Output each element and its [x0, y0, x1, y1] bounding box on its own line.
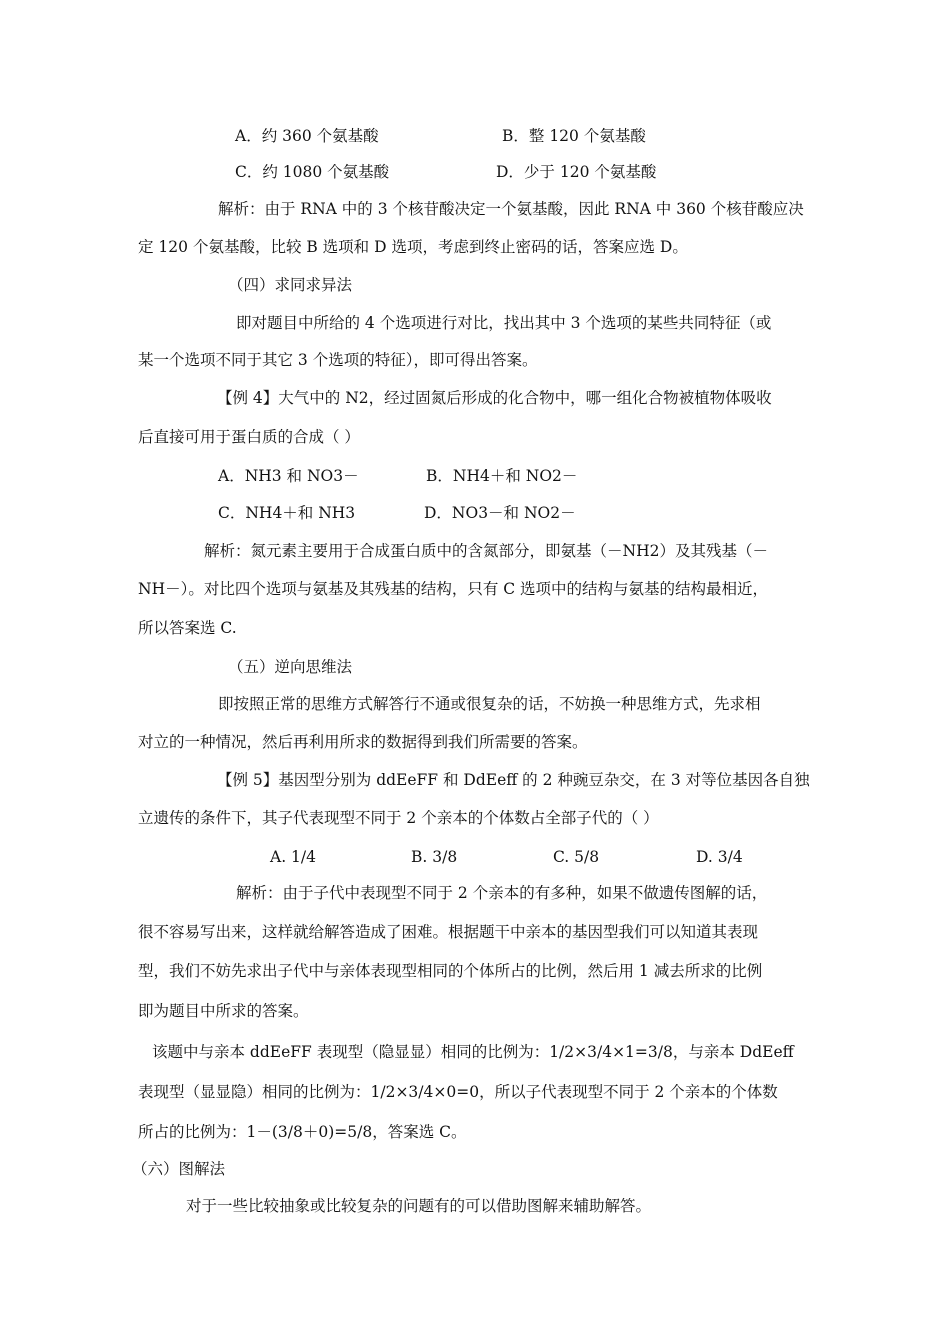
q3-option-c: C．约 1080 个氨基酸	[235, 163, 390, 181]
section-4-description-line-1: 即对题目中所给的 4 个选项进行对比，找出其中 3 个选项的某些共同特征（或	[236, 314, 772, 332]
example-5-option-a: A. 1/4	[270, 848, 316, 866]
example-5-option-b: B. 3/8	[411, 848, 458, 866]
example-4-analysis-line-3: 所以答案选 C.	[138, 619, 237, 637]
example-4-option-d: D．NO3－和 NO2－	[424, 504, 576, 522]
example-5-analysis-line-2: 很不容易写出来，这样就给解答造成了困难。根据题干中亲本的基因型我们可以知道其表现	[138, 923, 759, 941]
q3-option-a: A．约 360 个氨基酸	[235, 127, 379, 145]
example-4-option-c: C．NH4＋和 NH3	[218, 504, 356, 522]
section-5-description-line-2: 对立的一种情况，然后再利用所求的数据得到我们所需要的答案。	[138, 733, 588, 751]
example-4-option-a: A．NH3 和 NO3－	[218, 467, 359, 485]
example-5-option-d: D. 3/4	[696, 848, 743, 866]
example-5-calculation-line-1: 该题中与亲本 ddEeFF 表现型（隐显显）相同的比例为：1/2×3/4×1=3/8，与亲本 DdEeff	[152, 1043, 794, 1061]
example-5-calculation-line-3: 所占的比例为：1－(3/8＋0)=5/8，答案选 C。	[138, 1123, 467, 1141]
example-5-line-2: 立遗传的条件下，其子代表现型不同于 2 个亲本的个体数占全部子代的（ ）	[138, 809, 659, 827]
example-4-line-2: 后直接可用于蛋白质的合成（ ）	[138, 428, 360, 446]
section-6-heading: （六）图解法	[132, 1160, 226, 1178]
section-5-description-line-1: 即按照正常的思维方式解答行不通或很复杂的话，不妨换一种思维方式，先求相	[218, 695, 761, 713]
example-5-analysis-line-4: 即为题目中所求的答案。	[138, 1002, 309, 1020]
example-5-option-c: C. 5/8	[553, 848, 600, 866]
example-5-calculation-line-2: 表现型（显显隐）相同的比例为：1/2×3/4×0=0，所以子代表现型不同于 2 个亲本的个体数	[138, 1083, 778, 1101]
example-4-line-1: 【例 4】大气中的 N2，经过固氮后形成的化合物中，哪一组化合物被植物体吸收	[217, 389, 772, 407]
section-5-heading: （五）逆向思维法	[228, 658, 353, 676]
example-5-line-1: 【例 5】基因型分别为 ddEeFF 和 DdEeff 的 2 种豌豆杂交，在 3 对等位基因各自独	[217, 771, 810, 789]
q3-option-d: D．少于 120 个氨基酸	[496, 163, 657, 181]
q3-option-b: B．整 120 个氨基酸	[502, 127, 646, 145]
section-4-heading: （四）求同求异法	[228, 276, 353, 294]
q3-analysis-line-2: 定 120 个氨基酸，比较 B 选项和 D 选项，考虑到终止密码的话，答案应选 D。	[138, 238, 688, 256]
example-4-analysis-line-2: NH－）。对比四个选项与氨基及其残基的结构，只有 C 选项中的结构与氨基的结构最相近，	[138, 580, 769, 598]
example-4-analysis-line-1: 解析：氮元素主要用于合成蛋白质中的含氮部分，即氨基（－NH2）及其残基（－	[204, 542, 768, 560]
q3-analysis-line-1: 解析：由于 RNA 中的 3 个核苷酸决定一个氨基酸，因此 RNA 中 360 个核苷酸应决	[218, 200, 804, 218]
section-6-description: 对于一些比较抽象或比较复杂的问题有的可以借助图解来辅助解答。	[186, 1197, 652, 1215]
example-5-analysis-line-3: 型，我们不妨先求出子代中与亲体表现型相同的个体所占的比例，然后用 1 减去所求的比例	[138, 962, 763, 980]
section-4-description-line-2: 某一个选项不同于其它 3 个选项的特征），即可得出答案。	[138, 351, 538, 369]
example-4-option-b: B．NH4＋和 NO2－	[426, 467, 578, 485]
example-5-analysis-line-1: 解析：由于子代中表现型不同于 2 个亲本的有多种，如果不做遗传图解的话，	[236, 884, 768, 902]
